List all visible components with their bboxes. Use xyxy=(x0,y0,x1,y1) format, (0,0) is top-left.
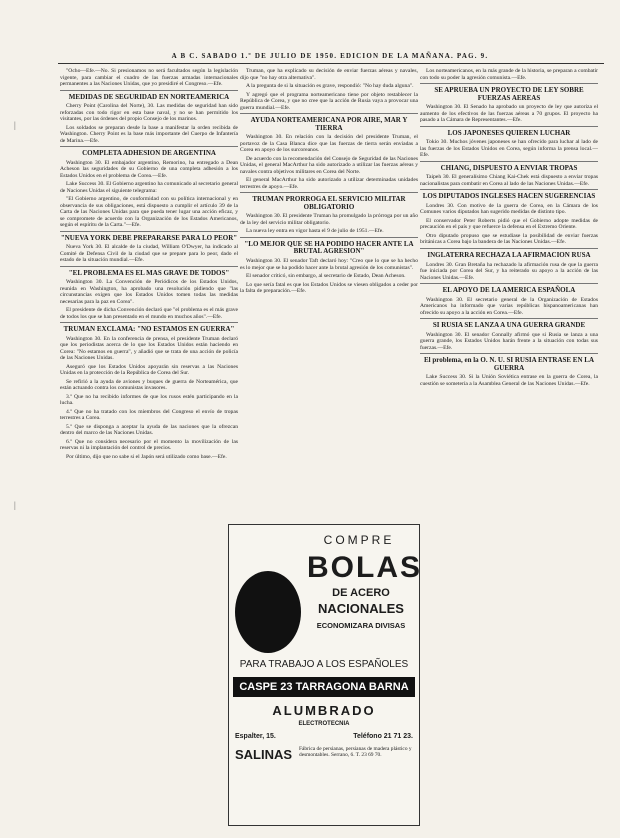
column-left xyxy=(60,68,238,830)
article-separator xyxy=(60,322,238,323)
article-separator xyxy=(420,318,598,319)
ad-bolas: BOLAS xyxy=(307,551,422,584)
article-paragraph: Lake Success 30. Si la Unión Soviética entrase en la guerra de Corea, la cuestión se sometería a la Asamblea General de las Naciones Unidas.—Efe. xyxy=(420,374,598,387)
article-headline: MEDIDAS DE SEGURIDAD EN NORTEAMERICA xyxy=(68,92,230,101)
article-separator xyxy=(60,231,238,232)
article-paragraph: Lake Success 30. El Gobierno argentino ha comunicado al secretario general de Naciones Unidas el siguiente telegrama: xyxy=(60,181,238,194)
article-paragraph: De acuerdo con la recomendación del Consejo de Seguridad de las Naciones Unidas, el general MacArthur ha sido autorizado a utilizar las fuerzas aéreas y navales contra objetivos militares en Corea del Norte. xyxy=(240,155,418,175)
ad-telefono: Teléfono 21 71 23. xyxy=(353,733,413,740)
article-headline: LOS JAPONESES QUIEREN LUCHAR xyxy=(447,128,571,137)
article-separator xyxy=(60,146,238,147)
article-paragraph: El senador criticó, sin embargo, al secretario de Estado, Dean Acheson. xyxy=(246,273,406,280)
ball-bearing-logo xyxy=(235,571,301,653)
article-paragraph: Lo que sería fatal es que los Estados Unidos se viesen obligados a ceder por la falta de preparación.—Efe. xyxy=(240,281,418,295)
article-paragraph: A la pregunta de si la situación es grave, respondió: "No hay duda alguna". xyxy=(246,83,414,89)
article-paragraph: 5.º Que se disponga a aceptar la ayuda de las naciones que la ofrezcan dentro del marco de las Naciones Unidas. xyxy=(60,423,238,437)
article-paragraph: Tokio 30. Muchos jóvenes japoneses se han ofrecido para luchar al lado de las fuerzas de los Estados Unidos en Corea, según informa la prensa local.—Efe. xyxy=(420,139,598,159)
article-headline: AYUDA NORTEAMERICANA POR AIRE, MAR Y TIERRA xyxy=(250,116,408,132)
article-paragraph: El conservador Peter Roberts pidió que el Gobierno adopte medidas de precaución en el país y que refuerce la defensa en el Extremo Oriente. xyxy=(420,217,598,231)
article-headline: "EL PROBLEMA ES EL MAS GRAVE DE TODOS" xyxy=(68,268,230,277)
ad-de-acero: DE ACERO xyxy=(332,587,390,599)
article-paragraph: Washington 30. El senador Taft declaró hoy: "Creo que lo que se ha hecho es lo mejor que se ha podido hacer ante la brutal agresión de los comunistas". xyxy=(240,258,418,271)
ad-address-bar: CASPE 23 TARRAGONA BARNA xyxy=(233,677,415,697)
margin-mark: | xyxy=(14,120,16,130)
article-headline: El problema, en la O. N. U. SI RUSIA ENTRASE EN LA GUERRA xyxy=(423,356,595,372)
ad-electrotecnia: ELECTROTECNIA xyxy=(298,721,350,727)
article-paragraph: Washington 30. El Senado ha aprobado un proyecto de ley que autoriza el aumento de los efectivos de las fuerzas aéreas a 70 grupos. El proyecto ha pasado a la Cámara de Representantes.—Efe. xyxy=(420,104,598,124)
article-paragraph: Washington 30. El presidente Truman ha promulgado la prórroga por un año de la ley del servicio militar obligatorio. xyxy=(240,213,418,226)
page-header: A B C. SABADO 1.º DE JULIO DE 1950. EDICION DE LA MAÑANA. PAG. 9. xyxy=(171,52,489,60)
article-paragraph: Cherry Point (Carolina del Norte), 30. Las medidas de seguridad han sido reforzadas con todo rigor en esta base naval, y no se han permitido los visitantes, por las órdenes del propio Consejo de los marinos. xyxy=(60,103,238,123)
article-paragraph: Taipeh 30. El generalísimo Chiang Kai-Chek está dispuesto a enviar tropas nacionalistas para combatir en Corea al lado de las Naciones Unidas.—Efe. xyxy=(420,174,598,187)
ad-contact-line xyxy=(235,733,413,740)
article-headline: CHIANG, DISPUESTO A ENVIAR TROPAS xyxy=(440,163,578,172)
article-paragraph: El general MacArthur ha sido autorizado a utilizar determinadas unidades terrestres de apoyo.—Efe. xyxy=(240,177,418,190)
article-paragraph: Nueva York 30. El alcalde de la ciudad, William O'Dwyer, ha indicado al Comité de Defensa Civil de la ciudad que se prepare para lo peor, dado el estado de la situación mundial.—Efe. xyxy=(60,244,238,264)
article-separator xyxy=(420,126,598,127)
article-paragraph: Washington 30. El embajador argentino, Remorino, ha entregado a Dean Acheson las seguridades de su Gobierno de una completa adhesión a los Estados Unidos en el problema de Corea.—Efe. xyxy=(60,159,238,179)
margin-mark: | xyxy=(14,500,16,510)
article-headline: "NUEVA YORK DEBE PREPARARSE PARA LO PEOR" xyxy=(60,233,238,242)
article-headline: SE APRUEBA UN PROYECTO DE LEY SOBRE FUERZAS AEREAS xyxy=(434,86,584,102)
advertisement xyxy=(228,524,420,826)
ad-salinas: SALINAS xyxy=(235,747,293,762)
article-paragraph: "El Gobierno argentino, de conformidad con su política internacional y en observancia de sus obligaciones, está dispuesto a cumplir el artículo 39 de la Carta de las Naciones Unidas para que pueda tener lugar una acción eficaz, y se compromete de acuerdo con la Organización de los Estados Americanos, según el espíritu de la Carta."—Efe. xyxy=(60,196,238,229)
article-paragraph: Se refirió a la ayuda de aviones y buques de guerra de Norteamérica, que están actuando contra los comunistas invasores. xyxy=(60,378,238,392)
article-paragraph: 4.º Que no ha tratado con los miembros del Congreso el envío de tropas terrestres a Corea. xyxy=(60,408,238,422)
article-headline: "LO MEJOR QUE SE HA PODIDO HACER ANTE LA BRUTAL AGRESION" xyxy=(244,239,414,256)
article-paragraph: El presidente de dicha Convención declaró que "el problema es el más grave de todos los que se han presentado en el mundo en muchos años".—Efe. xyxy=(60,307,238,320)
article-paragraph: Washington 30. En la conferencia de prensa, el presidente Truman declaró que los periodistas acerca de lo que los Estados Unidos están haciendo en Corea: "No estamos en guerra", y añadió que se trata de una acción de policía de las Naciones Unidas. xyxy=(60,335,238,362)
article-paragraph: Londres 30. Con motivo de la guerra de Corea, en la Cámara de los Comunes varios diputados han sugerido medidas de distinto tipo. xyxy=(420,202,598,216)
header-rule xyxy=(58,63,604,64)
ad-compre: COMPRE xyxy=(323,533,395,547)
article-paragraph: 3.º Que no ha recibido informes de que los rusos estén participando en la lucha. xyxy=(60,393,238,407)
article-separator xyxy=(420,189,598,190)
article-paragraph: Londres 30. Gran Bretaña ha rechazado la afirmación rusa de que la guerra fue iniciada por Corea del Sur, y ha reiterado su apoyo a la acción de las Naciones Unidas.—Efe. xyxy=(420,261,598,281)
article-paragraph: Washington 30. En relación con la decisión del presidente Truman, el portavoz de la Casa Blanca dice que las fuerzas de tierra serán enviadas a Corea en apoyo de los surcoreanos. xyxy=(240,134,418,154)
article-headline: LOS DIPUTADOS INGLESES HACEN SUGERENCIAS xyxy=(422,192,596,201)
article-paragraph: Los norteamericanos, en la más grande de la historia, se preparan a combatir con todo su poder la agresión comunista.—Efe. xyxy=(420,68,598,81)
ad-para-trabajo: PARA TRABAJO A LOS ESPAÑOLES xyxy=(239,659,409,670)
ad-nacionales: NACIONALES xyxy=(318,601,404,616)
article-headline: EL APOYO DE LA AMERICA ESPAÑOLA xyxy=(442,286,576,295)
article-paragraph: La nueva ley entra en vigor hasta el 9 de julio de 1951.—Efe. xyxy=(246,228,384,235)
article-paragraph: "Ocho—Efe.—No. Si presionamos no será facultados según la legislación vigente, para cambiar el cuadro de las fuerzas armadas internacionales permanentes a las Naciones Unidas, que yo presidiré el Congreso.—Efe. xyxy=(60,68,238,87)
article-separator xyxy=(420,83,598,84)
column-right xyxy=(420,68,598,830)
article-separator xyxy=(240,237,418,238)
article-paragraph: Truman, que ha explicado su decisión de enviar fuerzas aéreas y navales, dijo que "no hay otra alternativa". xyxy=(240,68,418,81)
article-separator xyxy=(240,113,418,114)
article-paragraph: 6.º Que no considera necesario por el momento la movilización de las reservas ni la implantación del control de precios. xyxy=(60,438,238,452)
article-headline: COMPLETA ADHESION DE ARGENTINA xyxy=(82,149,216,158)
article-separator xyxy=(420,161,598,162)
article-separator xyxy=(60,90,238,91)
article-separator xyxy=(420,283,598,284)
ad-salinas-text: Fábrica de persianas, persianas de madera plástico y desmontables. Serrano, 6. T. 23 69 70. xyxy=(299,746,412,759)
article-paragraph: Por último, dijo que no sabe si el Japón será utilizado como base.—Efe. xyxy=(66,453,227,460)
article-paragraph: Los soldados se preparan desde la base a manifestar la orden recibida de Washington. Cherry Point es la base más importante del Cuerpo de Infantería de Marina.—Efe. xyxy=(60,124,238,144)
ad-alumbrado: ALUMBRADO xyxy=(272,703,376,718)
article-paragraph: Washington 30. La Convención de Periódicos de los Estados Unidos, reunida en Washington, ha aprobado una resolución pidiendo que "las circunstancias exigen que los Estados Unidos tomen todas las medidas necesarias para la paz en Corea". xyxy=(60,279,238,305)
article-paragraph: Aseguró que los Estados Unidos apoyarán sin reservas a las Naciones Unidas en la protección de la República de Corea del Sur. xyxy=(60,363,238,377)
article-headline: TRUMAN PRORROGA EL SERVICIO MILITAR OBLIGATORIO xyxy=(252,195,406,211)
ad-espalter: Espalter, 15. xyxy=(235,733,276,740)
article-headline: TRUMAN EXCLAMA: "NO ESTAMOS EN GUERRA" xyxy=(63,325,235,334)
article-headline: SI RUSIA SE LANZA A UNA GUERRA GRANDE xyxy=(432,321,586,330)
column-center xyxy=(240,68,418,520)
article-paragraph: Otro diputado propuso que se estudiase la posibilidad de enviar fuerzas británicas a Corea bajo la bandera de las Naciones Unidas.—Efe. xyxy=(420,232,598,246)
article-separator xyxy=(420,353,598,354)
article-headline: INGLATERRA RECHAZA LA AFIRMACION RUSA xyxy=(427,250,591,259)
ad-economizara: ECONOMIZARA DIVISAS xyxy=(316,621,406,630)
article-paragraph: Y agregó que el programa norteamericano tiene por objeto restablecer la República de Corea, y que no cree que la acción de Rusia vaya a provocar una guerra mundial.—Efe. xyxy=(240,91,418,111)
article-separator xyxy=(240,192,418,193)
article-separator xyxy=(60,266,238,267)
article-paragraph: Washington 30. El senador Connally afirmó que si Rusia se lanza a una guerra grande, los Estados Unidos harán frente a la situación con todas sus fuerzas.—Efe. xyxy=(420,331,598,351)
article-separator xyxy=(420,248,598,249)
article-paragraph: Washington 30. El secretario general de la Organización de Estados Americanos ha informado que varias repúblicas hispanoamericanas han ofrecido su apoyo a la acción en Corea.—Efe. xyxy=(420,296,598,316)
